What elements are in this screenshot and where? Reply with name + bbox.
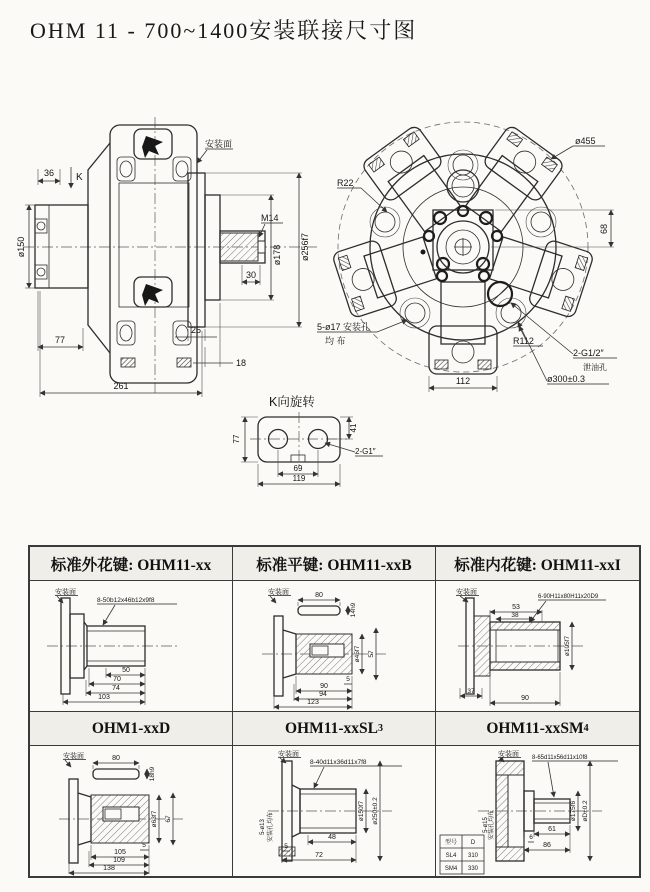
dim-a: 5 [346, 676, 350, 683]
callout-m14: M14 [261, 213, 279, 223]
mini-r1-d: 310 [467, 853, 478, 859]
dim-a: 53 [511, 604, 520, 611]
dim-d: 123 [307, 699, 319, 706]
k-view-drawing [225, 388, 435, 492]
cell-ohm11-xxsl3 [233, 746, 436, 876]
mini-r2-d: 330 [467, 866, 478, 872]
dim-69: 69 [293, 464, 303, 473]
dim-c: 94 [319, 691, 327, 698]
dim-b: 105 [114, 849, 126, 856]
dim-25: 25 [190, 325, 202, 335]
mount-face-label: 安装面 [63, 753, 84, 760]
dim-d: 90 [520, 695, 529, 702]
mount-face-label: 安装面 [268, 589, 289, 596]
mount-face-label: 安装面 [205, 139, 233, 149]
dim-112: 112 [455, 376, 471, 386]
k-view-label: K向旋转 [269, 395, 315, 409]
front-view-drawing [315, 82, 650, 404]
dim-36: 36 [43, 168, 55, 178]
mini-col-d: D [470, 840, 475, 846]
dim-a: 5 [142, 842, 146, 849]
dim-41: 41 [349, 423, 358, 433]
bore-dia: ø105f7 [563, 635, 571, 657]
header-text: 标准内花键: OHM11-xxI [454, 556, 621, 574]
dim-a: 48 [328, 834, 336, 841]
dim-c: 37 [466, 688, 475, 695]
holes-callout: 5-ø13 [260, 819, 266, 835]
callout-drain-2: 泄油孔 [583, 363, 607, 372]
view-arrow-k: K [76, 172, 83, 183]
spline-ext-drawing [31, 582, 231, 710]
dim-c: 86 [542, 842, 551, 849]
dim-dia300: ø300±0.3 [547, 374, 585, 384]
header-sm4 [436, 712, 639, 746]
callout-r22: R22 [337, 178, 354, 188]
side-view-drawing [15, 95, 325, 400]
side-view-dimensions [16, 138, 310, 397]
cylinder-arm [361, 124, 470, 238]
k-view-geometry [250, 412, 347, 468]
mount-face-label: 安装面 [455, 589, 477, 596]
header-spline-int [436, 547, 639, 581]
shaft-options-table [28, 545, 641, 878]
spline-callout: 6-90H11x80H11x20D9 [537, 594, 598, 600]
callout-mount-holes-2: 均 布 [325, 336, 346, 346]
drawing-row-2 [30, 746, 639, 876]
cylinder-arm [332, 225, 441, 318]
cell-ohm11-xxb [233, 581, 436, 712]
key-width: 14h9 [350, 602, 357, 618]
spline-callout: 8-65d11x56d11x10f8 [531, 755, 587, 761]
shaft-dia: ø63f7 [151, 810, 158, 828]
header-sub: 4 [583, 723, 589, 734]
dim-c: 72 [315, 852, 323, 859]
model-dimension-mini-table [440, 835, 484, 874]
header-text: 标准外花键: OHM11-xx [50, 556, 212, 574]
dim-b: 6 [528, 834, 533, 841]
cell-ohm1-xxd [30, 746, 233, 876]
mount-face-label: 安装面 [55, 589, 76, 596]
mount-face-label: 安装面 [497, 751, 519, 758]
flange-dia: ø250±0.2 [372, 797, 379, 825]
header-sub: 3 [378, 723, 383, 734]
key-width: 18h9 [149, 766, 156, 782]
spline-callout: 8-40d11x36d11x7f8 [310, 759, 367, 766]
header-text: 标准平键: OHM11-xxB [256, 556, 412, 574]
mount-face-label: 安装面 [278, 751, 299, 758]
flat-key-drawing [234, 582, 434, 710]
holes-callout-2: 安装孔均布 [268, 811, 274, 843]
dim-h: 57 [368, 650, 375, 658]
dim-a: 61 [547, 826, 556, 833]
spline-int-drawing [438, 582, 638, 710]
holes-callout-2: 安装孔均布 [488, 809, 495, 841]
front-view-geometry [332, 122, 595, 374]
flange-dia: øD±0.2 [581, 800, 589, 822]
cell-ohm11-xxsm4 [436, 746, 639, 876]
callout-mount-holes: 5-ø17 安装孔 [317, 322, 371, 332]
header-d [30, 712, 233, 746]
header-sl3 [233, 712, 436, 746]
page-title: OHM 11 - 700~1400安装联接尺寸图 [30, 18, 418, 43]
header-row-1 [30, 547, 639, 581]
dim-d: 103 [98, 694, 110, 701]
mini-r2-model: SM4 [444, 866, 457, 872]
sm4-drawing [438, 747, 638, 875]
dim-dia256: ø256f7 [300, 232, 310, 262]
dim-30: 30 [245, 270, 257, 280]
dim-b: 90 [320, 683, 328, 690]
header-text: OHM1-xxD [91, 719, 171, 737]
dim-c: 109 [113, 857, 125, 864]
cell-ohm11-xx [30, 581, 233, 712]
shaft-dia: ø45f7 [354, 645, 361, 663]
header-row-2 [30, 712, 639, 746]
cylinder-arm [456, 124, 565, 238]
dim-b: 5 [284, 843, 288, 850]
header-spline-ext [30, 547, 233, 581]
dim-77: 77 [232, 434, 241, 444]
key-length: 80 [112, 755, 120, 762]
callout-drain: 2-G1/2″ [573, 348, 604, 358]
dim-261: 261 [113, 381, 129, 391]
callout-r112: R112 [513, 336, 534, 346]
dim-119: 119 [292, 474, 306, 483]
sl3-drawing [234, 747, 434, 875]
cylinder-arm [429, 282, 497, 374]
header-text: OHM11-xxSM [486, 719, 584, 737]
mini-r1-model: SL4 [445, 853, 456, 859]
header-flat-key [233, 547, 436, 581]
dim-a: 50 [122, 667, 130, 674]
dim-d: 138 [103, 865, 115, 872]
k-view-dimensions [232, 417, 383, 487]
dim-dia150: ø150 [16, 236, 26, 258]
spline-callout: 8-50b12x46b12x9f8 [97, 597, 155, 604]
shaft-dia: ø175f6 [569, 800, 577, 822]
flat-key-d-drawing [31, 747, 231, 875]
dim-dia455: ø455 [575, 136, 596, 146]
drawing-row-1 [30, 581, 639, 712]
dim-dia178: ø178 [272, 244, 282, 266]
dim-b: 70 [113, 676, 121, 683]
cylinder-arm [486, 225, 595, 318]
dim-68: 68 [599, 223, 609, 235]
dim-c: 74 [112, 685, 120, 692]
dim-18: 18 [236, 358, 247, 368]
dim-b: 38 [510, 612, 519, 619]
dim-77: 77 [54, 335, 66, 345]
shaft-dia: ø150f7 [358, 800, 365, 822]
mini-col-model: 型号 [444, 840, 457, 846]
key-length: 80 [315, 592, 323, 599]
dim-h: 67 [165, 815, 172, 823]
callout-port: 2-G1″ [355, 447, 376, 456]
holes-callout: 5-ø15 [482, 817, 489, 833]
header-text: OHM11-xxSL [284, 719, 378, 737]
cell-ohm11-xxi [436, 581, 639, 712]
